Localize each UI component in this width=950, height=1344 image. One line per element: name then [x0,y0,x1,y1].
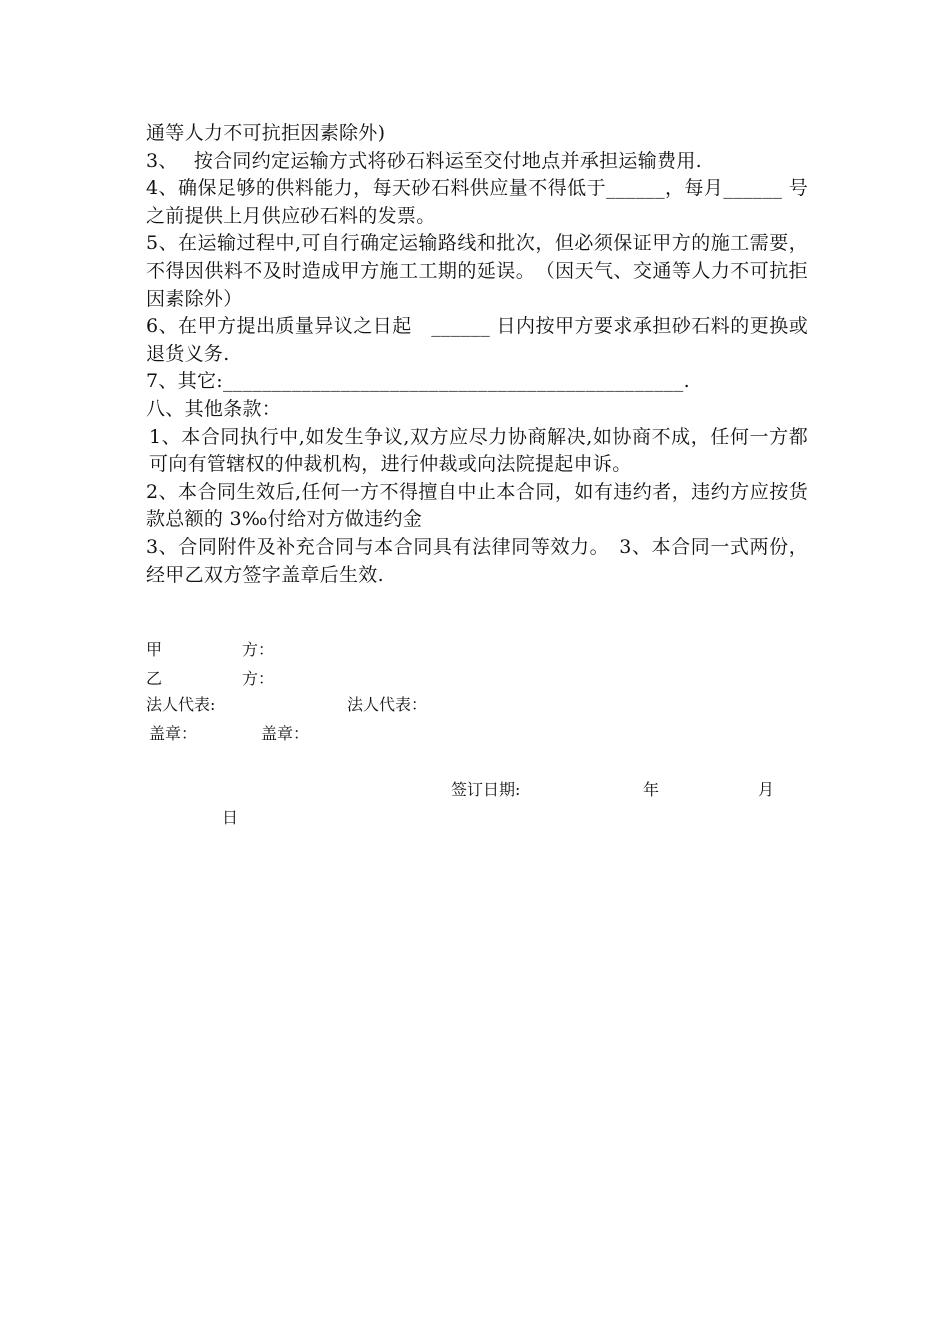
legal-rep-label-b: 法人代表： [347,695,428,714]
paragraph-clause-5-route: 5、在运输过程中,可自行确定运输路线和批次，但必须保证甲方的施工需要，不得因供料不及时造成甲方施工工期的延误。 （因天气、交通等人力不可抗拒因素除外） [146,232,808,310]
section-heading-other-terms: 八、其他条款： [146,397,282,420]
paragraph-clause-4-supply: 4、确保足够的供料能力，每天砂石料供应量不得低于______，每月______ 号之前提供上月供应砂石料的发票。 [146,177,808,227]
sign-date-year: 年 [643,780,660,799]
paragraph-clause-3-transport: 3、 按合同约定运输方式将砂石料运至交付地点并承担运输费用. [146,149,702,172]
paragraph-force-majeure-tail: 通等人力不可抗拒因素除外) [146,122,386,144]
paragraph-term-1-dispute: 1、本合同执行中,如发生争议,双方应尽力协商解决,如协商不成，任何一方都可向有管辖权的仲裁机构，进行仲裁或向法院提起申诉。 [149,425,808,476]
party-a-label-suffix: 方： [242,640,275,659]
party-b-label-suffix: 方： [242,669,275,688]
seal-label-a: 盖章： [149,724,198,743]
party-b-label-char: 乙 [146,669,163,688]
paragraph-clause-7-other: 7、其它:_______________________________________________. [146,370,690,393]
paragraph-term-2-breach: 2、本合同生效后,任何一方不得擅自中止本合同，如有违约者，违约方应按货款总额的 3‰付给对方做违约金 [146,480,808,531]
paragraph-term-3-effect: 3、合同附件及补充合同与本合同具有法律同等效力。 3、本合同一式两份，经甲乙双方签字盖章后生效. [146,535,808,586]
legal-rep-label-a: 法人代表: [146,695,216,714]
seal-label-b: 盖章： [261,724,310,743]
contract-body [146,120,808,589]
party-a-label-char: 甲 [146,640,163,659]
sign-date-label: 签订日期: [451,780,521,799]
sign-date-month: 月 [758,780,775,799]
paragraph-clause-6-quality: 6、在甲方提出质量异议之日起 ______ 日内按甲方要求承担砂石料的更换或退货义务. [146,315,808,365]
sign-date-day: 日 [222,808,239,827]
